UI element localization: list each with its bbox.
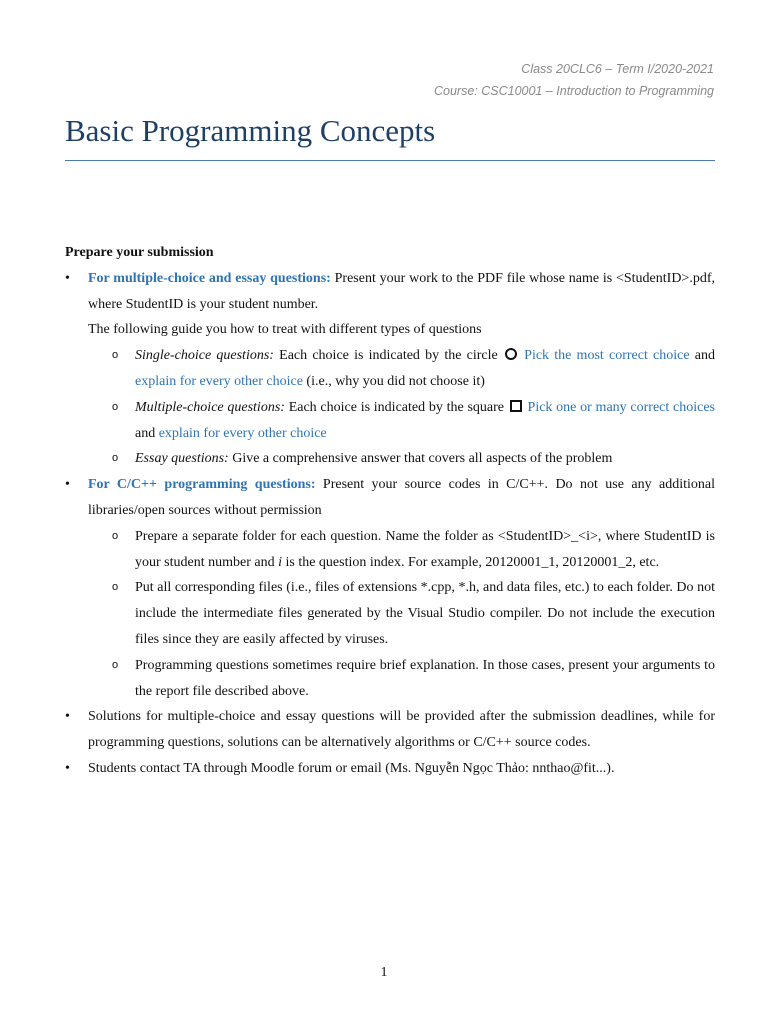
multiple-choice-pick: Pick one or many correct choices <box>527 399 715 415</box>
sub-bullet-icon: o <box>112 581 119 594</box>
single-choice-pick: Pick the most correct choice <box>524 348 690 364</box>
sub-single-choice <box>65 343 715 395</box>
bullet-text: Present your source codes in C/C++. Do not use any additional libraries/open sources without permission <box>88 477 715 518</box>
document-header <box>434 58 714 102</box>
square-icon <box>510 400 522 412</box>
sub-essay <box>65 446 715 472</box>
essay-text: Give a comprehensive answer that covers all aspects of the problem <box>228 451 613 467</box>
page-number: 1 <box>380 965 388 980</box>
bullet-programming <box>65 472 715 524</box>
bullet-dot-icon: • <box>65 709 70 725</box>
course-line: Course: CSC10001 – Introduction to Programming <box>433 84 714 98</box>
multiple-choice-explain: explain for every other choice <box>158 425 327 441</box>
page-title: Basic Programming Concepts <box>65 112 715 161</box>
sub-bullet-icon: o <box>112 452 119 465</box>
bullet-lead: For multiple-choice and essay questions: <box>88 270 331 286</box>
essay-label: Essay questions: <box>135 451 229 467</box>
folder-index-var: i <box>278 554 282 570</box>
single-choice-text: Each choice is indicated by the circle <box>273 348 503 364</box>
bullet-dot-icon: • <box>65 477 70 493</box>
sub-multiple-choice <box>65 395 715 447</box>
sub-bullet-icon: o <box>112 529 119 542</box>
single-choice-and: and <box>689 348 716 364</box>
multiple-choice-label: Multiple-choice questions: <box>135 399 285 415</box>
sub-explanation <box>65 653 715 705</box>
files-text: Put all corresponding files (i.e., files of extensions *.cpp, *.h, and data files, etc.) to each folder. Do not include the intermediate files generated by the Visual Studio compiler. Do not include the execution files since they are easily affected by viruses. <box>135 580 715 647</box>
sub-files <box>65 575 715 652</box>
sub-bullet-icon: o <box>112 400 119 413</box>
sub-bullet-icon: o <box>112 349 119 362</box>
bullet-dot-icon: • <box>65 270 70 286</box>
folder-text-a: Prepare a separate folder for each question. Name the folder as <StudentID>_<i>, where StudentID is your student number and <box>135 528 715 570</box>
sub-bullet-icon: o <box>112 658 119 671</box>
bullet-solutions <box>65 704 715 756</box>
document-body <box>65 240 715 782</box>
multiple-choice-text: Each choice is indicated by the square <box>284 399 508 415</box>
bullet-lead: For C/C++ programming questions: <box>88 477 316 493</box>
section-heading: Prepare your submission <box>65 245 214 260</box>
bullet-contact <box>65 756 715 782</box>
bullet-text: Present your work to the PDF file whose name is <StudentID>.pdf, where StudentID is your student number. <box>88 270 715 312</box>
bullet-dot-icon: • <box>65 760 70 776</box>
sub-folder <box>65 524 715 576</box>
circle-icon <box>505 348 517 360</box>
single-choice-tail: (i.e., why you did not choose it) <box>302 373 485 389</box>
bullet-multiple-choice-essay <box>65 266 715 318</box>
single-choice-explain: explain for every other choice <box>135 373 303 389</box>
contact-text: Students contact TA through Moodle forum or email (Ms. Nguyễn Ngọc Thảo: nnthao@fit...). <box>88 760 615 776</box>
class-term-line: Class 20CLC6 – Term I/2020-2021 <box>521 62 714 76</box>
multiple-choice-and: and <box>135 425 159 441</box>
explanation-text: Programming questions sometimes require brief explanation. In those cases, present your arguments to the report file described above. <box>135 657 715 699</box>
folder-text-b: is the question index. For example, 20120001_1, 20120001_2, etc. <box>281 554 660 570</box>
single-choice-label: Single-choice questions: <box>135 348 274 364</box>
solutions-text: Solutions for multiple-choice and essay questions will be provided after the submission deadlines, while for programming questions, solutions can be alternatively algorithms or C/C++ source codes. <box>88 709 715 751</box>
guide-line: The following guide you how to treat with different types of questions <box>88 322 482 338</box>
